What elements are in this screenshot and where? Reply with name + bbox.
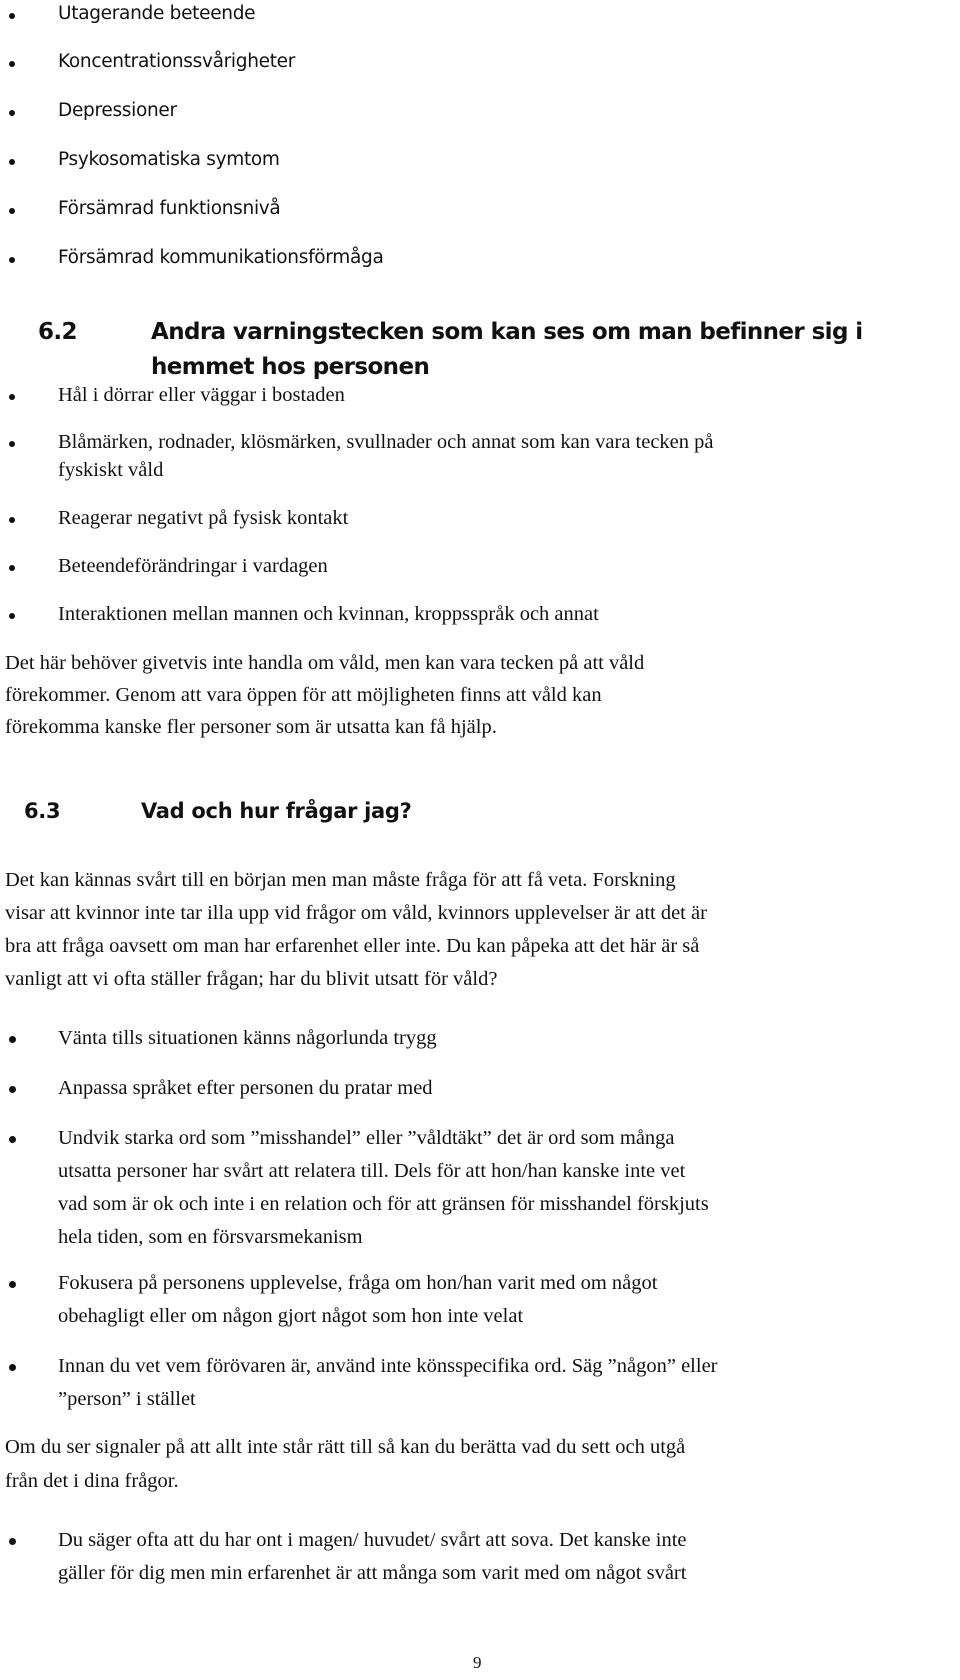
list-item-text: gäller för dig men min erfarenhet är att många som varit med om något svårt <box>58 1562 687 1584</box>
list-item-text: Utagerande beteende <box>58 3 256 24</box>
paragraph-line: Om du ser signaler på att allt inte står rätt till så kan du berätta vad du sett och utgå <box>5 1436 686 1458</box>
section-number: 6.3 <box>24 799 61 823</box>
section-number: 6.2 <box>38 319 77 345</box>
list-item-text: utsatta personer har svårt att relatera till. Dels för att hon/han kanske inte vet <box>58 1160 686 1182</box>
bullet-icon <box>9 1538 16 1545</box>
list-item-text: Beteendeförändringar i vardagen <box>58 555 328 577</box>
bullet-icon <box>9 208 15 214</box>
list-item-text: Försämrad funktionsnivå <box>58 198 281 219</box>
bullet-icon <box>9 1036 16 1043</box>
list-item-text: Depressioner <box>58 100 177 121</box>
bullet-icon <box>9 613 15 619</box>
list-item-text: Hål i dörrar eller väggar i bostaden <box>58 384 345 406</box>
bullet-icon <box>9 1136 16 1143</box>
section-title: Andra varningstecken som kan ses om man befinner sig i <box>151 319 863 345</box>
list-item-text: Försämrad kommunikationsförmåga <box>58 247 384 268</box>
paragraph-line: Det kan kännas svårt till en början men man måste fråga för att få veta. Forskning <box>5 869 676 891</box>
bullet-icon <box>9 257 15 263</box>
list-item-text: vad som är ok och inte i en relation och för att gränsen för misshandel förskjuts <box>58 1193 709 1215</box>
list-item-text: Koncentrationssvårigheter <box>58 51 296 72</box>
bullet-icon <box>9 13 15 19</box>
bullet-icon <box>9 159 15 165</box>
bullet-icon <box>9 61 15 67</box>
list-item-text: Psykosomatiska symtom <box>58 149 280 170</box>
paragraph-line: visar att kvinnor inte tar illa upp vid frågor om våld, kvinnors upplevelser är att det är <box>5 902 707 924</box>
paragraph-line: vanligt att vi ofta ställer frågan; har du blivit utsatt för våld? <box>5 968 498 990</box>
section-title: Vad och hur frågar jag? <box>141 799 412 823</box>
list-item-text: Blåmärken, rodnader, klösmärken, svullnader och annat som kan vara tecken på <box>58 431 714 453</box>
bullet-icon <box>9 441 15 447</box>
bullet-icon <box>9 110 15 116</box>
paragraph-line: bra att fråga oavsett om man har erfarenhet eller inte. Du kan påpeka att det här är så <box>5 935 700 957</box>
list-item-text: Undvik starka ord som ”misshandel” eller ”våldtäkt” det är ord som många <box>58 1127 675 1149</box>
paragraph-line: förekommer. Genom att vara öppen för att möjligheten finns att våld kan <box>5 684 602 706</box>
bullet-icon <box>9 565 15 571</box>
list-item-text: Innan du vet vem förövaren är, använd inte könsspecifika ord. Säg ”någon” eller <box>58 1355 718 1377</box>
paragraph-line: förekomma kanske fler personer som är utsatta kan få hjälp. <box>5 716 497 738</box>
page-number: 9 <box>473 1653 482 1672</box>
list-item-text: ”person” i stället <box>58 1388 196 1410</box>
section-title-continued: hemmet hos personen <box>151 354 430 380</box>
list-item-text: Anpassa språket efter personen du pratar med <box>58 1077 433 1099</box>
paragraph-line: Det här behöver givetvis inte handla om våld, men kan vara tecken på att våld <box>5 652 645 674</box>
bullet-icon <box>9 394 15 400</box>
list-item-text: obehagligt eller om någon gjort något som hon inte velat <box>58 1305 524 1327</box>
list-item-text: fyskiskt våld <box>58 459 164 481</box>
bullet-icon <box>9 1281 16 1288</box>
list-item-text: Fokusera på personens upplevelse, fråga om hon/han varit med om något <box>58 1272 658 1294</box>
list-item-text: Interaktionen mellan mannen och kvinnan, kroppsspråk och annat <box>58 603 599 625</box>
list-item-text: hela tiden, som en försvarsmekanism <box>58 1226 363 1248</box>
bullet-icon <box>9 517 15 523</box>
list-item-text: Du säger ofta att du har ont i magen/ huvudet/ svårt att sova. Det kanske inte <box>58 1529 687 1551</box>
paragraph-line: från det i dina frågor. <box>5 1470 179 1492</box>
list-item-text: Reagerar negativt på fysisk kontakt <box>58 507 349 529</box>
bullet-icon <box>9 1364 16 1371</box>
list-item-text: Vänta tills situationen känns någorlunda trygg <box>58 1027 437 1049</box>
bullet-icon <box>9 1086 16 1093</box>
